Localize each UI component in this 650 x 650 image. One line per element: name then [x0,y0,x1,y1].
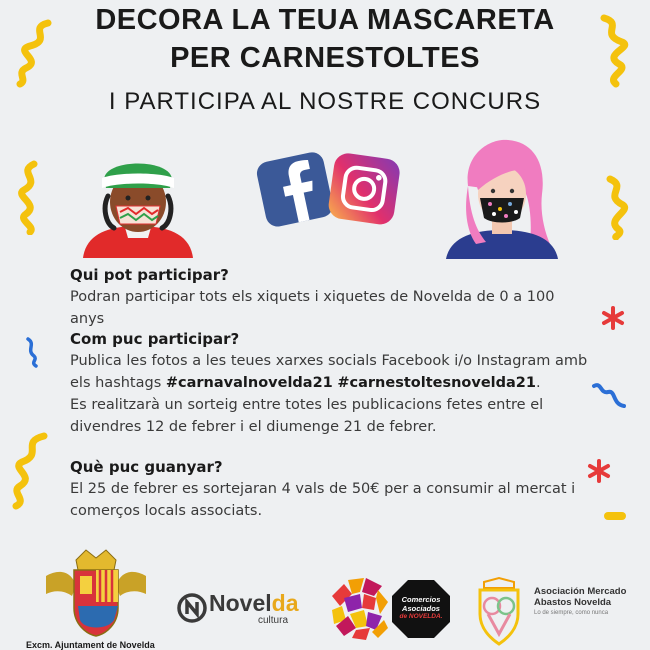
novelda-logo-accent: da [271,590,299,616]
asterisk-red-icon [601,306,625,330]
mercado-abastos-title [534,586,626,608]
question-who: Qui pot participar? [70,266,229,284]
answer-who: Podran participar tots els xiquets i xiquetes de Novelda de 0 a 100 anys [70,289,555,327]
title-line-3: I PARTICIPA AL NOSTRE CONCURS [108,88,542,115]
confetti-yellow-icon [594,14,634,89]
confetti-yellow-icon [6,430,51,510]
woman-with-mask-illustration [446,134,561,259]
mercado-abastos-logo-icon [474,576,524,646]
ayuntamiento-label: Excm. Ajuntament de Novelda [26,640,155,650]
hashtag-carnaval: #carnavalnovelda21 [165,375,333,391]
novelda-cultura-logo [209,590,298,617]
question-prize: Què puc guanyar? [70,458,223,476]
instagram-icon [325,150,405,230]
confetti-blue-icon [22,336,42,368]
confetti-blue-icon [590,380,628,412]
mercado-tagline: Lo de siempre, como nunca [534,610,609,616]
answer-how-raffle: Es realitzarà un sorteig entre totes les publicacions fetes entre el divendres 12 de febrer i el diumenge 21 de febrer. [70,397,544,435]
confetti-yellow-icon [8,18,58,88]
section-who [70,264,590,330]
novelda-cultura-sub: cultura [258,615,289,626]
mercado-line-1: Asociación Mercado [534,586,627,597]
confetti-yellow-icon [598,175,633,240]
answer-how-text: Publica les fotos a les teues xarxes socials Facebook i/o Instagram amb els hashtags [70,353,588,391]
novelda-coat-of-arms-logo [42,546,150,638]
section-prize [70,456,590,522]
confetti-yellow-dash-icon [604,512,626,520]
comercios-line-1: Comercios [401,595,441,604]
man-with-mask-illustration [78,138,198,258]
comercios-asociados-text [394,596,448,622]
title-line-1: DECORA LA TEUA MASCARETA [95,4,555,36]
answer-prize: El 25 de febrer es sortejaran 4 vals de 50€ per a consumir al mercat i comerços locals associats. [70,481,576,519]
section-how [70,328,590,438]
confetti-yellow-icon [12,160,47,235]
mercado-line-2: Abastos Novelda [534,597,612,608]
novelda-logo-text: Novel [209,590,272,616]
answer-how-end: . [536,375,541,391]
asterisk-red-icon [587,459,611,483]
hashtag-carnestoltes: #carnestoltesnovelda21 [337,375,536,391]
answer-how [70,350,590,394]
title-line-2: PER CARNESTOLTES [170,42,480,74]
comercios-line-2: Asociados [402,603,440,613]
comercios-line-3: de NOVELDA. [399,613,443,620]
question-how: Com puc participar? [70,330,240,348]
comercios-mosaic-logo [330,576,390,642]
novelda-cultura-icon [176,592,208,624]
